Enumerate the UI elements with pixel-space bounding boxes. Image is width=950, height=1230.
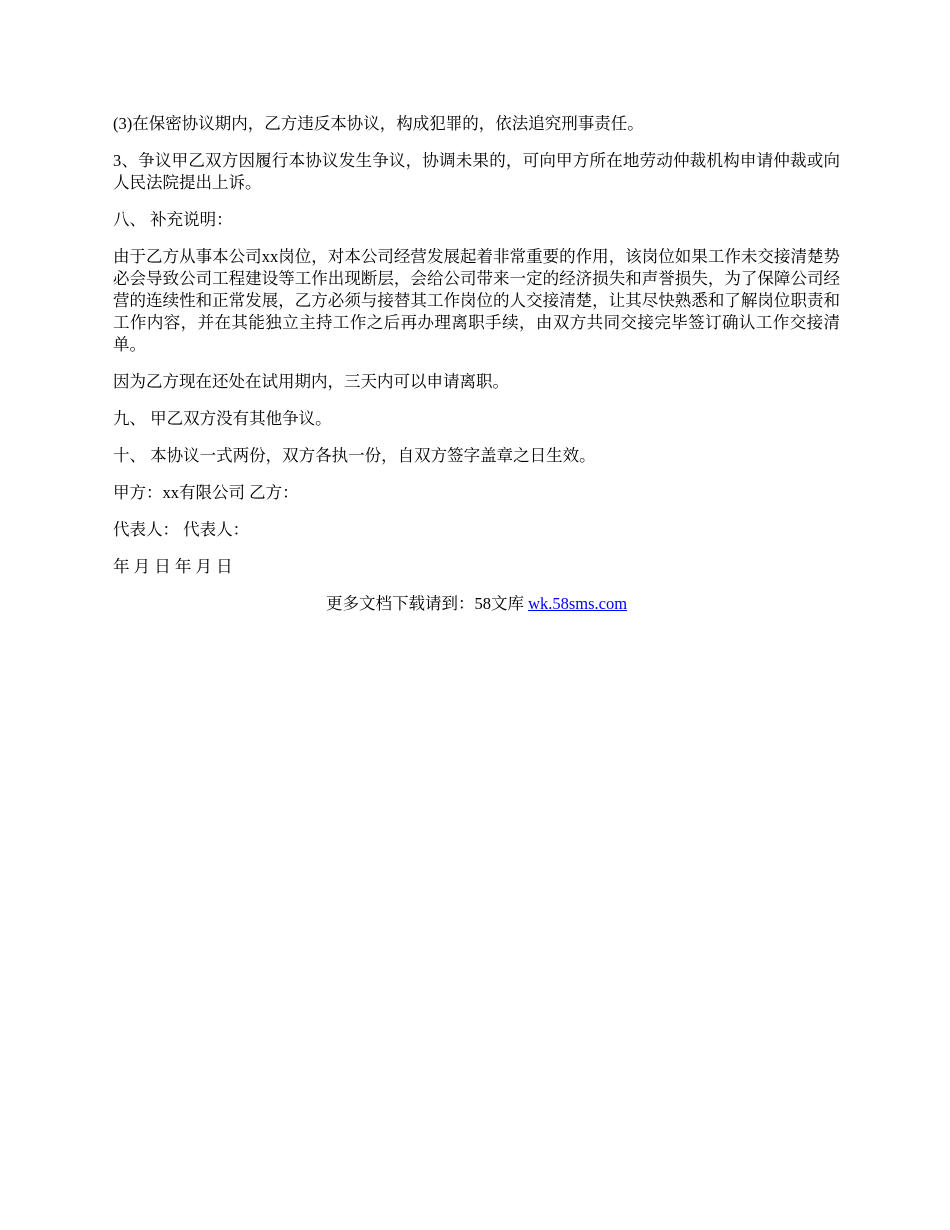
clause-no-other-disputes: 九、 甲乙双方没有其他争议。 (113, 409, 332, 428)
clause-probation: 因为乙方现在还处在试用期内，三天内可以申请离职。 (113, 372, 509, 391)
footer-prefix: 更多文档下载请到：58文库 (325, 594, 529, 613)
section-heading-supplement: 八、 补充说明： (113, 210, 233, 229)
clause-criminal-liability: (3)在保密协议期内，乙方违反本协议，构成犯罪的，依法追究刑事责任。 (113, 114, 644, 133)
clause-dispute-resolution: 3、争议甲乙双方因履行本协议发生争议，协调未果的，可向甲方所在地劳动仲裁机构申请仲裁或向人民法院提出上诉。 (113, 151, 840, 192)
download-footer (113, 593, 840, 615)
footer-link[interactable]: wk.58sms.com (528, 594, 628, 613)
signature-representatives: 代表人： 代表人： (113, 520, 250, 539)
clause-copies-effective: 十、 本协议一式两份，双方各执一份，自双方签字盖章之日生效。 (113, 446, 596, 465)
document-page (113, 113, 840, 615)
signature-dates: 年 月 日 年 月 日 (113, 557, 233, 576)
clause-supplement-body: 由于乙方从事本公司xx岗位，对本公司经营发展起着非常重要的作用，该岗位如果工作未交接清楚势必会导致公司工程建设等工作出现断层，会给公司带来一定的经济损失和声誉损失，为了保障公司经营的连续性和正常发展，乙方必须与接替其工作岗位的人交接清楚，让其尽快熟悉和了解岗位职责和工作内容，并在其能独立主持工作之后再办理离职手续，由双方共同交接完毕签订确认工作交接清单。 (113, 247, 840, 354)
signature-parties: 甲方：xx有限公司 乙方： (113, 483, 299, 502)
